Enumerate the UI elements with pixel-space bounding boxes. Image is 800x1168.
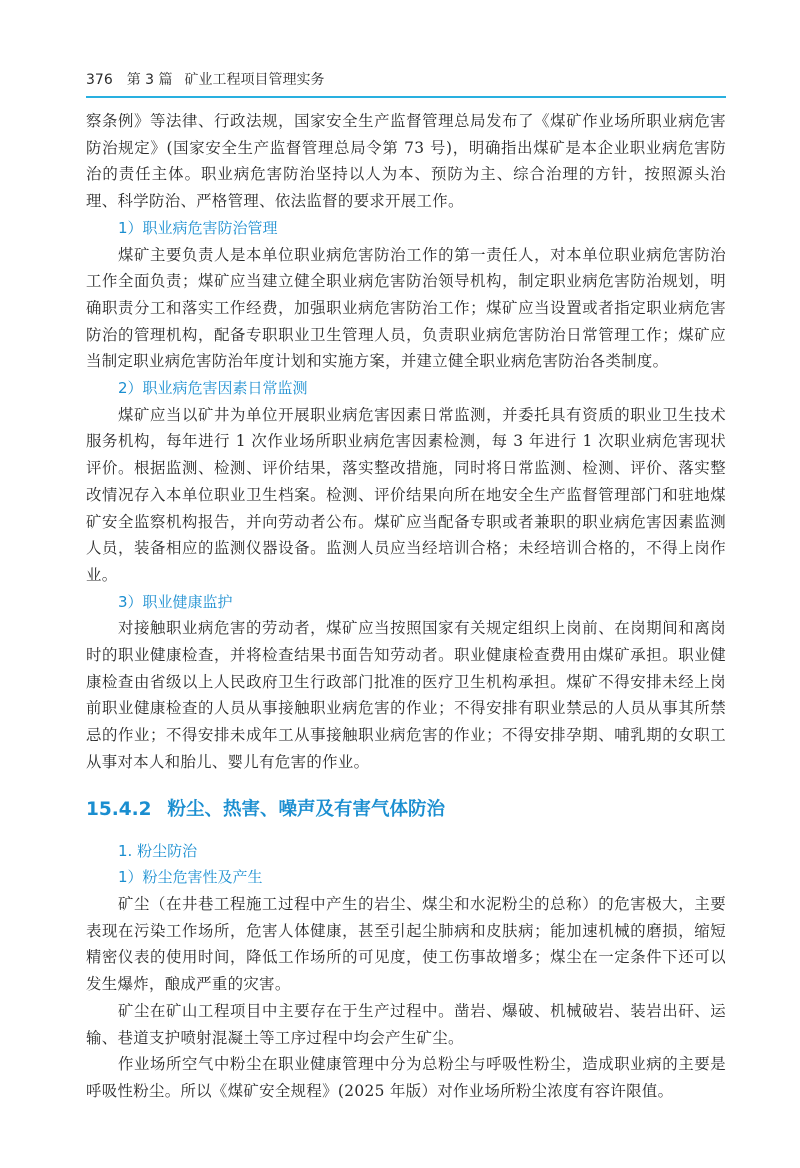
paragraph-intro: 察条例》等法律、行政法规，国家安全生产监督管理总局发布了《煤矿作业场所职业病危害防治规定》(国家安全生产监督管理总局令第 73 号)，明确指出煤矿是本企业职业病危害防治的责任主体。职业病危害防治坚持以人为本、预防为主、综合治理的方针，按照源头治理、科学防治、严格管理、依法监督的要求开展工作。: [86, 112, 726, 211]
header-rule: [86, 96, 726, 98]
paragraph-health-surveillance: 对接触职业病危害的劳动者，煤矿应当按照国家有关规定组织上岗前、在岗期间和离岗时的职业健康检查，并将检查结果书面告知劳动者。职业健康检查费用由煤矿承担。职业健康检查由省级以上人民政府卫生行政部门批准的医疗卫生机构承担。煤矿不得安排未经上岗前职业健康检查的人员从事接触职业病危害的作业；不得安排有职业禁忌的人员从事其所禁忌的作业；不得安排未成年工从事接触职业病危害的作业；不得安排孕期、哺乳期的女职工从事对本人和胎儿、婴儿有危害的作业。: [86, 619, 726, 771]
header-text: [86, 70, 726, 90]
page-number: 376: [86, 72, 113, 88]
subheading-daily-monitoring: 2）职业病危害因素日常监测: [118, 379, 308, 398]
running-header: [86, 70, 726, 96]
section-number: 15.4.2: [86, 798, 152, 820]
section-heading: [86, 795, 726, 825]
subheading-occupational-hazard-management: 1）职业病危害防治管理: [118, 218, 278, 237]
subheading-dust-control: 1. 粉尘防治: [118, 841, 198, 860]
body-text: [86, 108, 726, 1105]
paragraph-dust-sources: 矿尘在矿山工程项目中主要存在于生产过程中。凿岩、爆破、机械破岩、装岩出矸、运输、巷道支护喷射混凝土等工序过程中均会产生矿尘。: [86, 1001, 726, 1047]
paragraph-dust-hazard: 矿尘（在井巷工程施工过程中产生的岩尘、煤尘和水泥粉尘的总称）的危害极大，主要表现在污染工作场所，危害人体健康，甚至引起尘肺病和皮肤病；能加速机械的磨损，缩短精密仪表的使用时间，降低工作场所的可见度，使工伤事故增多；煤尘在一定条件下还可以发生爆炸，酿成严重的灾害。: [86, 894, 726, 994]
section-title: 粉尘、热害、噪声及有害气体防治: [167, 798, 446, 820]
part-label: 第 3 篇: [126, 72, 173, 88]
subheading-dust-hazard: 1）粉尘危害性及产生: [118, 868, 263, 887]
subheading-health-surveillance: 3）职业健康监护: [118, 592, 233, 611]
paragraph-daily-monitoring: 煤矿应当以矿井为单位开展职业病危害因素日常监测，并委托具有资质的职业卫生技术服务机构，每年进行 1 次作业场所职业病危害因素检测，每 3 年进行 1 次职业病危害现状评价。根据监测、检测、评价结果，落实整改措施，同时将日常监测、检测、评价、落实整改情况存入本单位职业卫生档案。检测、评价结果向所在地安全生产监督管理部门和驻地煤矿安全监察机构报告，并向劳动者公布。煤矿应当配备专职或者兼职的职业病危害因素监测人员，装备相应的监测仪器设备。监测人员应当经培训合格；未经培训合格的，不得上岗作业。: [86, 405, 726, 584]
paragraph-dust-classification: 作业场所空气中粉尘在职业健康管理中分为总粉尘与呼吸性粉尘，造成职业病的主要是呼吸性粉尘。所以《煤矿安全规程》(2025 年版）对作业场所粉尘浓度有容许限值。: [86, 1055, 726, 1100]
paragraph-hazard-management: 煤矿主要负责人是本单位职业病危害防治工作的第一责任人，对本单位职业病危害防治工作全面负责；煤矿应当建立健全职业病危害防治领导机构，制定职业病危害防治规划，明确职责分工和落实工作经费，加强职业病危害防治工作；煤矿应当设置或者指定职业病危害防治的管理机构，配备专职职业卫生管理人员，负责职业病危害防治日常管理工作；煤矿应当制定职业病危害防治年度计划和实施方案，并建立健全职业病危害防治各类制度。: [86, 245, 726, 371]
part-title: 矿业工程项目管理实务: [184, 72, 325, 88]
